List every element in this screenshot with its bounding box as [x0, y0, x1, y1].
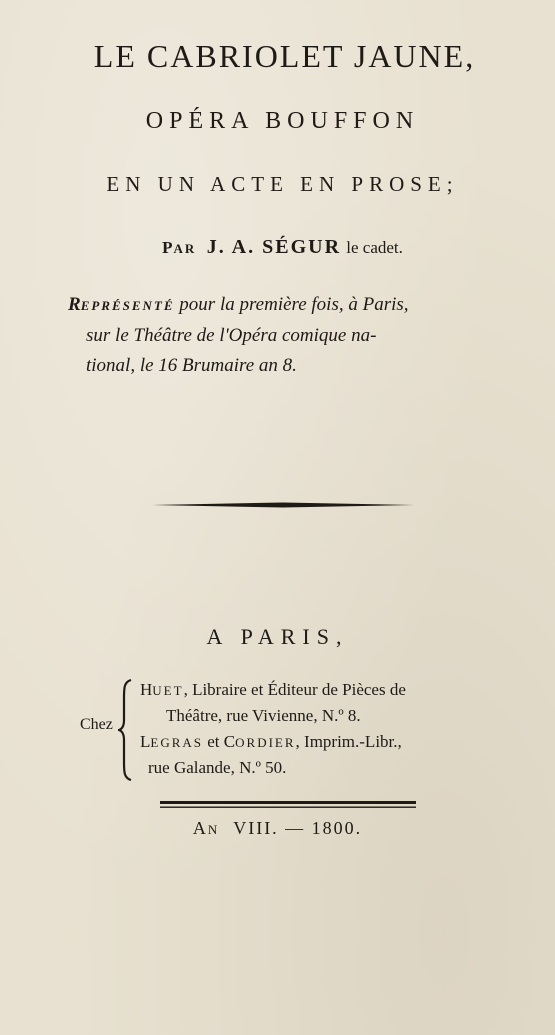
- imprint-place: A PARIS,: [206, 624, 349, 649]
- author-line: [0, 236, 555, 259]
- performance-line-1: [68, 290, 508, 321]
- date-initial: A: [192, 818, 208, 838]
- date-caps: N: [207, 822, 221, 837]
- performance-line-2: sur le Théâtre de l'Opéra comique na-: [86, 325, 377, 346]
- acts-line: EN UN ACTE EN PROSE;: [106, 172, 459, 196]
- publisher-3-rest: , Imprim.-Libr.,: [295, 732, 402, 751]
- performance-caps: EPRÉSENTÉ: [80, 298, 175, 313]
- publisher-3-caps: ORDIER: [235, 735, 296, 750]
- date-rest: VIII. — 1800.: [233, 818, 363, 838]
- publishers-block: [80, 678, 520, 788]
- performance-initial: R: [68, 294, 81, 315]
- publisher-2-initial: L: [140, 732, 151, 751]
- author-prefix-rest: AR: [173, 241, 197, 256]
- ornamental-rule: [152, 502, 414, 508]
- chez-label: Chez: [80, 716, 113, 733]
- performance-note: [68, 290, 508, 381]
- publisher-1-initial: H: [140, 680, 153, 699]
- publisher-line-3: [140, 732, 402, 752]
- publisher-2-and: et: [207, 732, 220, 751]
- publisher-line-4: rue Galande, N.º 50.: [148, 758, 287, 777]
- publisher-1-rest: , Libraire et Éditeur de Pièces de: [183, 680, 406, 699]
- publisher-1-caps: UET: [152, 683, 184, 698]
- author-name: J. A. SÉGUR: [206, 236, 342, 258]
- publisher-line-2: Théâtre, rue Vivienne, N.º 8.: [166, 706, 361, 725]
- brace-icon: [118, 678, 134, 782]
- publication-date: [0, 818, 555, 839]
- performance-line-1-text: pour la première fois, à Paris,: [179, 294, 409, 315]
- author-suffix: le cadet.: [346, 238, 403, 257]
- double-rule: [160, 800, 416, 810]
- book-title: LE CABRIOLET JAUNE,: [93, 38, 476, 74]
- genre-subtitle: OPÉRA BOUFFON: [145, 108, 420, 134]
- performance-line-3: tional, le 16 Brumaire an 8.: [86, 355, 297, 376]
- publisher-2-caps: EGRAS: [150, 735, 204, 750]
- publisher-line-1: [140, 680, 406, 700]
- publisher-3-initial: C: [223, 732, 236, 751]
- author-prefix-initial: P: [162, 238, 174, 257]
